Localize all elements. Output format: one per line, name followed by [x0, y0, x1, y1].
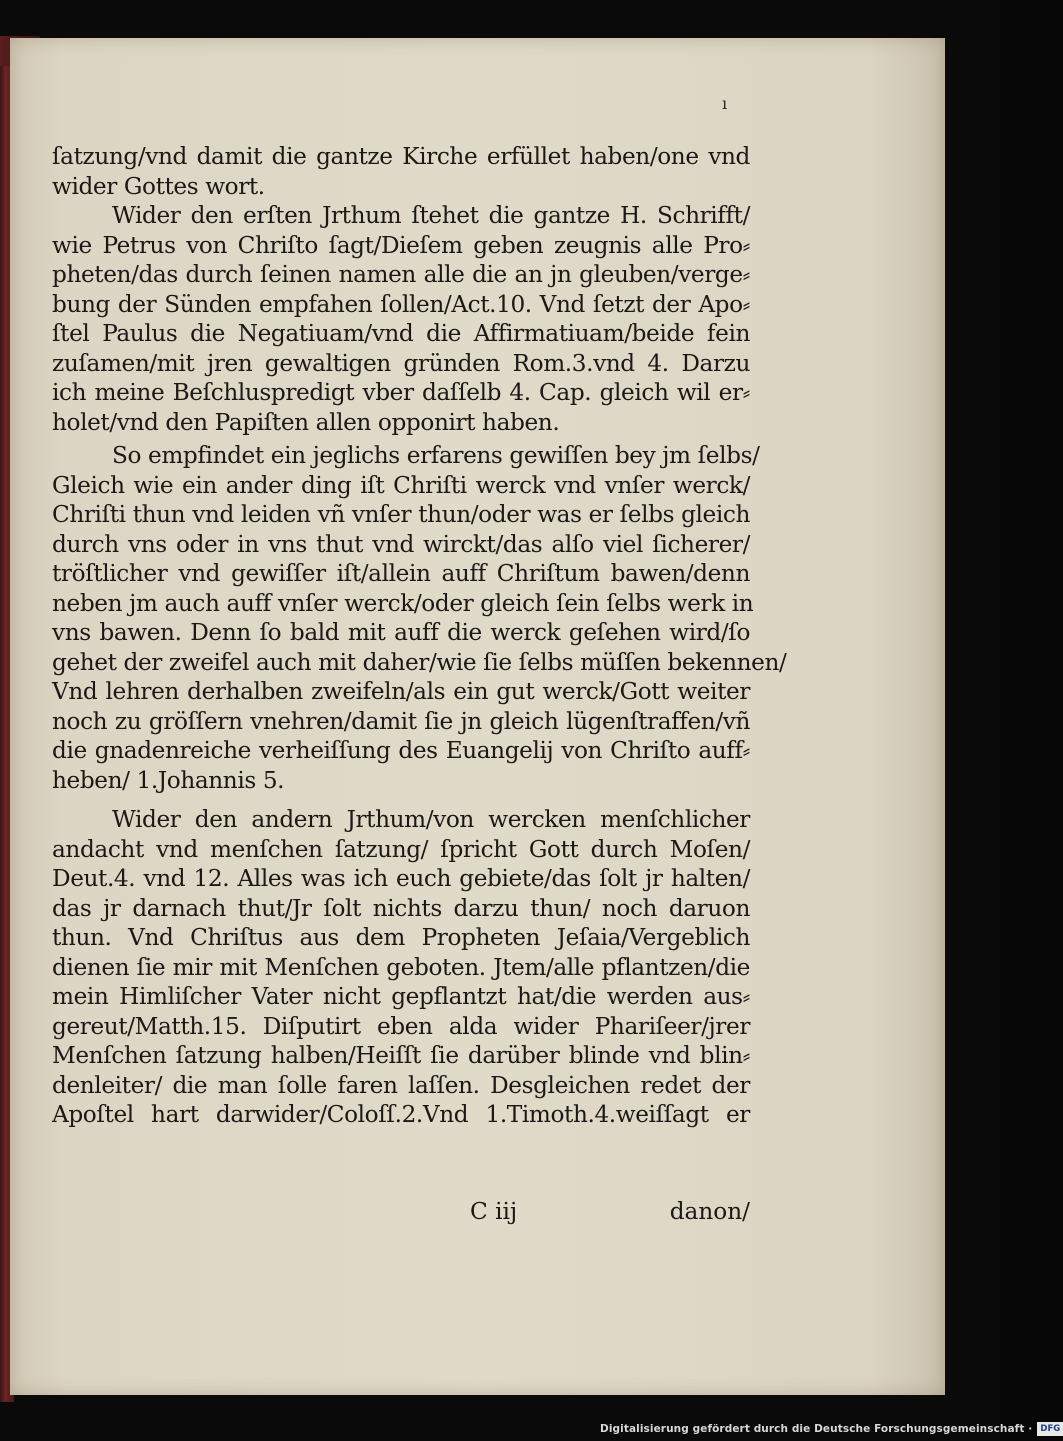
text-line: heben/ 1.Johannis 5. [52, 766, 285, 794]
text-line: Apoſtel hart darwider/Coloſſ.2.Vnd 1.Timoth.4.weiſſagt er [52, 1101, 750, 1128]
text-line: dienen ſie mir mit Menſchen geboten. Jtem/alle pflantzen/die [52, 953, 750, 981]
text-line: tröſtlicher vnd gewiſſer iſt/allein auff Chriſtum bawen/denn [52, 560, 750, 587]
catchword: danon/ [669, 1198, 750, 1225]
funding-credit: Digitalisierung gefördert durch die Deutsche Forschungsgemeinschaft · [600, 1423, 1033, 1435]
text-line: Chriſti thun vnd leiden vñ vnſer thun/oder was er ſelbs gleich [52, 501, 750, 528]
text-line: denleiter/ die man ſolle faren laſſen. Desgleichen redet der [52, 1071, 750, 1099]
text-line: noch zu gröſſern vnehren/damit ſie jn gleich lügenſtraffen/vñ [52, 707, 750, 735]
text-line: So empfindet ein jeglichs erfarens gewiſſen bey jm ſelbs/ [112, 442, 760, 469]
text-line: ſatzung/vnd damit die gantze Kirche erfüllet haben/one vnd [52, 143, 750, 170]
text-line: andacht vnd menſchen ſatzung/ ſpricht Gott durch Moſen/ [52, 835, 750, 863]
text-line: holet/vnd den Papiſten allen opponirt haben. [52, 408, 560, 436]
text-line: Menſchen ſatzung halben/Heiſſt ſie darüber blinde vnd blin⸗ [52, 1042, 750, 1069]
text-line: Wider den erſten Jrthum ſtehet die gantze H. Schrifft/ [112, 202, 750, 229]
book-page [10, 38, 945, 1395]
text-line: pheten/das durch ſeinen namen alle die an jn gleuben/verge⸗ [52, 261, 750, 288]
text-line: durch vns oder in vns thut vnd wirckt/das alſo viel ſicherer/ [52, 530, 750, 558]
page-mark: ı [722, 94, 728, 113]
text-line: Gleich wie ein ander ding iſt Chriſti werck vnd vnſer werck/ [52, 471, 750, 499]
text-line: wider Gottes wort. [52, 172, 265, 200]
text-line: neben jm auch auff vnſer werck/oder gleich ſein ſelbs werk in [52, 589, 754, 617]
text-line: thun. Vnd Chriſtus aus dem Propheten Jeſaia/Vergeblich [52, 924, 750, 951]
dfg-logo-text: DFG [1040, 1424, 1061, 1434]
page-text-block [52, 142, 787, 1130]
text-line: Deut.4. vnd 12. Alles was ich euch gebiete/das ſolt jr halten/ [52, 865, 750, 892]
text-line: gereut/Matth.15. Diſputirt eben alda wider Phariſeer/jrer [52, 1012, 750, 1040]
text-line: mein Himliſcher Vater nicht gepflantzt hat/die werden aus⸗ [52, 983, 750, 1010]
text-line: Vnd lehren derhalben zweifeln/als ein gut werck/Gott weiter [52, 678, 750, 705]
text-line: wie Petrus von Chriſto ſagt/Dieſem geben zeugnis alle Pro⸗ [52, 231, 750, 259]
text-line: Wider den andern Jrthum/von wercken menſchlicher [112, 806, 750, 833]
text-line: ich meine Beſchluspredigt vber daſſelb 4. Cap. gleich wil er⸗ [52, 379, 750, 406]
text-line: vns bawen. Denn ſo bald mit auff die werck geſehen wird/ſo [52, 619, 750, 646]
text-line: gehet der zweifel auch mit daher/wie ſie ſelbs müſſen bekennen/ [52, 648, 787, 676]
text-line: ſtel Paulus die Negatiuam/vnd die Affirmatiuam/beide fein [52, 320, 750, 347]
text-line: die gnadenreiche verheiſſung des Euangelij von Chriſto auff⸗ [52, 737, 750, 764]
page-footer-row [470, 1198, 750, 1228]
digitization-credit-bar [600, 1421, 1063, 1437]
dfg-logo-icon [1037, 1422, 1063, 1436]
signature-mark: C iij [470, 1198, 518, 1225]
text-line: das jr darnach thut/Jr ſolt nichts darzu thun/ noch daruon [52, 894, 750, 922]
text-line: bung der Sünden empfahen ſollen/Act.10. Vnd ſetzt der Apo⸗ [52, 290, 750, 318]
text-line: zuſamen/mit jren gewaltigen gründen Rom.3.vnd 4. Darzu [52, 349, 750, 377]
